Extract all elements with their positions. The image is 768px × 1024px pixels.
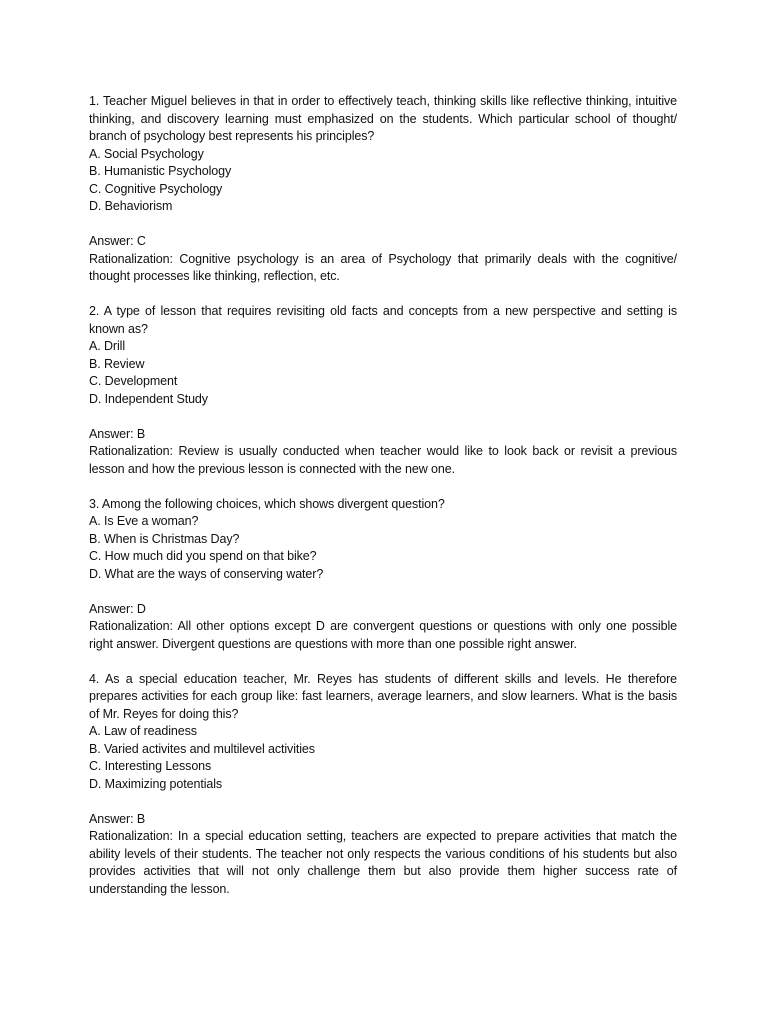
option-a: A. Social Psychology — [89, 146, 204, 161]
question-3 — [89, 496, 677, 654]
rationalization-text: Rationalization: In a special education setting, teachers are expected to prepare activities that match the ability levels of their students. The teacher not only respects the various conditions of his students but also provides activities that will not only challenge them but also provide them higher success rate of understanding the lesson. — [89, 829, 677, 896]
option-c: C. Cognitive Psychology — [89, 181, 223, 196]
option-c: C. How much did you spend on that bike? — [89, 549, 317, 563]
option-c: C. Development — [89, 374, 178, 388]
rationalization-text: Rationalization: Cognitive psychology is an area of Psychology that primarily deals with the cognitive/ thought processes like thinking, reflection, etc. — [89, 251, 677, 283]
option-c: C. Interesting Lessons — [89, 759, 212, 773]
option-a: A. Is Eve a woman? — [89, 514, 199, 528]
question-text: 1. Teacher Miguel believes in that in order to effectively teach, thinking skills like reflective thinking, intuitive thinking, and discovery learning must emphasized on the students. Which particular school of thought/ branch of psychology best represents his principles? — [89, 94, 677, 143]
option-a: A. Drill — [89, 339, 126, 353]
question-2 — [89, 303, 677, 478]
question-text: 3. Among the following choices, which shows divergent question? — [89, 496, 445, 511]
option-b: B. Humanistic Psychology — [89, 164, 232, 178]
answer-line: Answer: D — [89, 601, 146, 616]
rationalization-text: Rationalization: All other options except D are convergent questions or questions with only one possible right answer. Divergent questions are questions with more than one possible right answer. — [89, 619, 677, 651]
question-4 — [89, 671, 677, 899]
answer-line: Answer: C — [89, 234, 146, 248]
document-page — [89, 93, 677, 916]
answer-line: Answer: B — [89, 811, 146, 826]
question-text: 2. A type of lesson that requires revisiting old facts and concepts from a new perspective and setting is known as? — [89, 304, 677, 336]
option-d: D. What are the ways of conserving water? — [89, 566, 324, 581]
option-d: D. Independent Study — [89, 391, 208, 406]
option-d: D. Maximizing potentials — [89, 776, 223, 791]
rationalization-text: Rationalization: Review is usually conducted when teacher would like to look back or revisit a previous lesson and how the previous lesson is connected with the new one. — [89, 444, 677, 476]
answer-line: Answer: B — [89, 426, 146, 441]
option-a: A. Law of readiness — [89, 724, 197, 738]
option-b: B. Review — [89, 356, 145, 371]
option-d: D. Behaviorism — [89, 199, 173, 213]
option-b: B. When is Christmas Day? — [89, 531, 240, 546]
question-text: 4. As a special education teacher, Mr. Reyes has students of different skills and levels. He therefore prepares activities for each group like: fast learners, average learners, and slow learners. What is the basis of Mr. Reyes for doing this? — [89, 671, 677, 721]
option-b: B. Varied activites and multilevel activities — [89, 741, 315, 756]
question-1 — [89, 93, 677, 286]
